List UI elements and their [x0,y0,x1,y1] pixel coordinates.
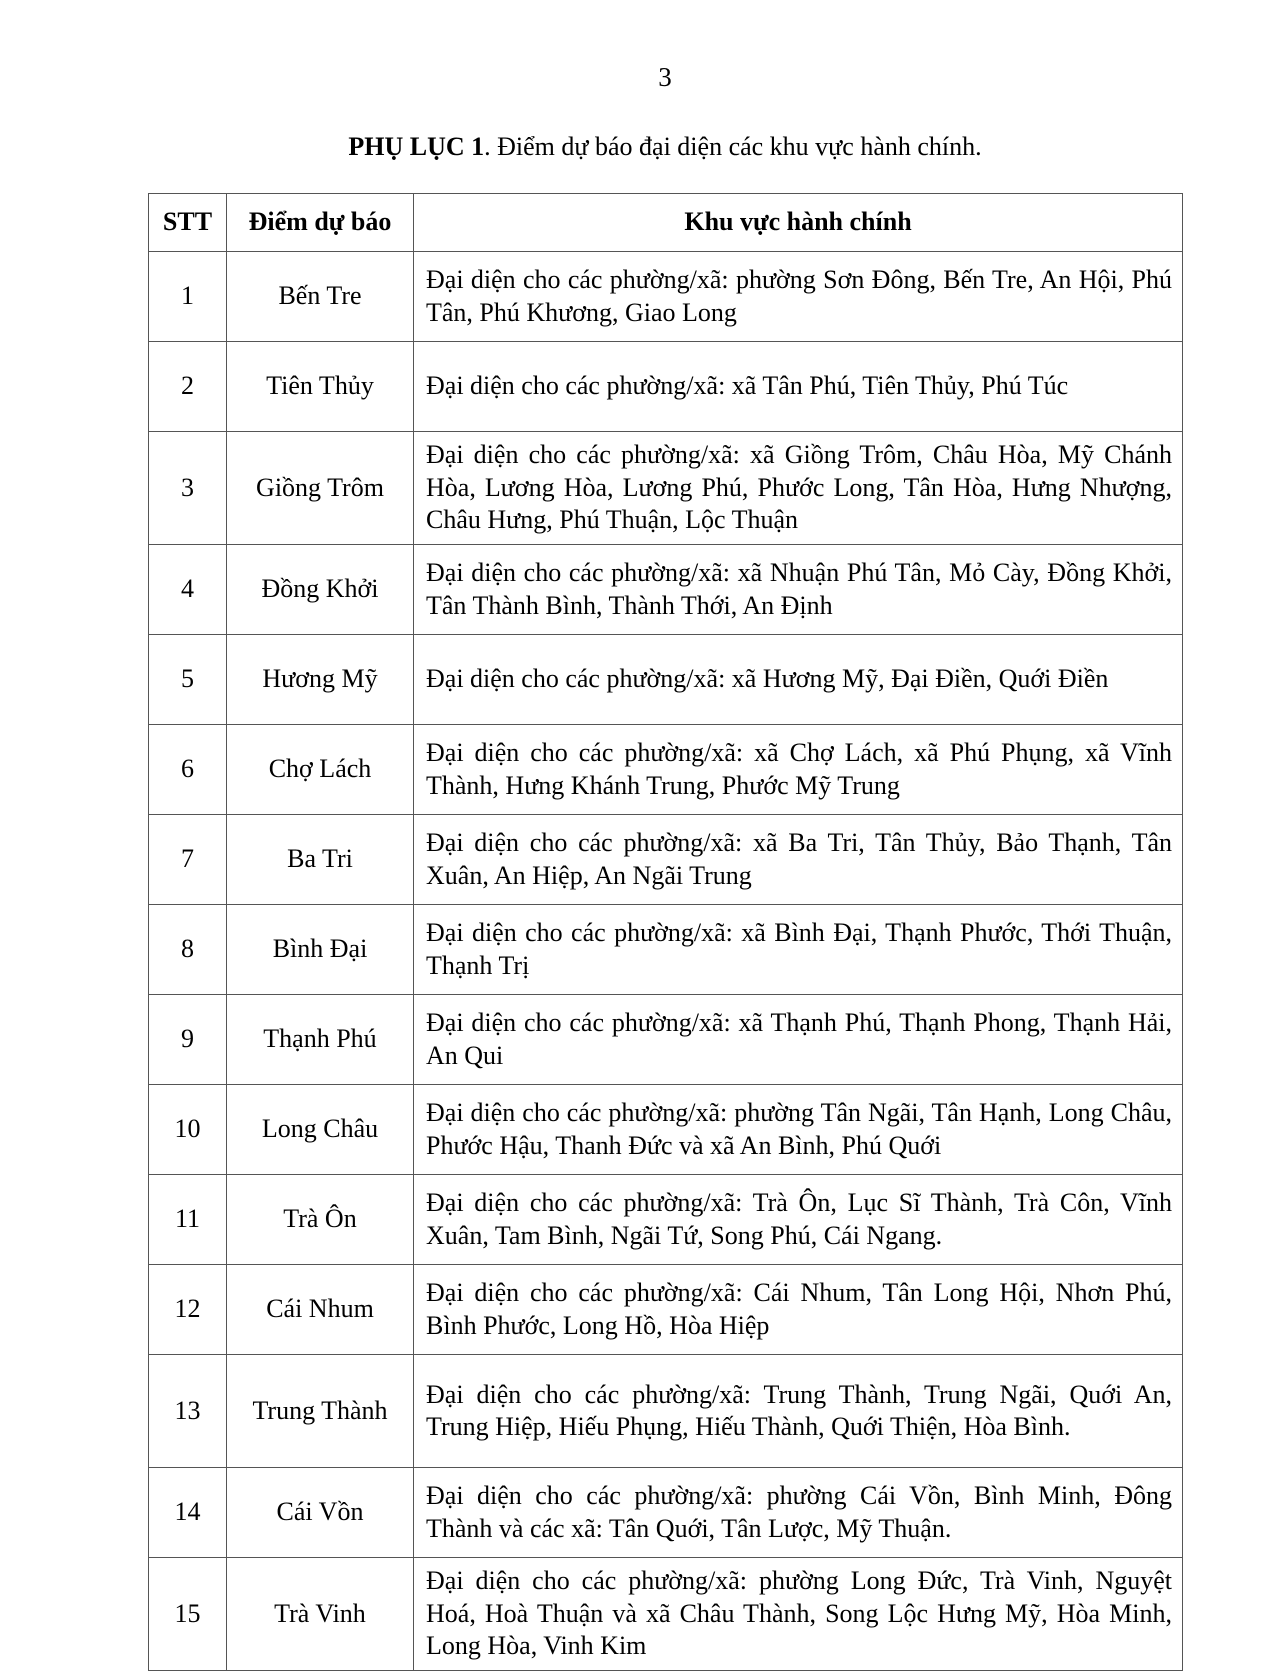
stt-cell: 12 [149,1265,227,1355]
table-header-row [149,194,1183,252]
area-cell: Đại diện cho các phường/xã: Trà Ôn, Lục Sĩ Thành, Trà Côn, Vĩnh Xuân, Tam Bình, Ngãi Tứ, Song Phú, Cái Ngang. [414,1175,1183,1265]
stt-cell: 10 [149,1085,227,1175]
stt-cell: 15 [149,1558,227,1671]
forecast-point-cell: Tiên Thủy [227,342,414,432]
table-row [149,252,1183,342]
table-row [149,432,1183,545]
forecast-point-cell: Cái Vồn [227,1468,414,1558]
table-row [149,635,1183,725]
stt-cell: 5 [149,635,227,725]
stt-cell: 9 [149,995,227,1085]
forecast-point-cell: Bình Đại [227,905,414,995]
table-row [149,995,1183,1085]
forecast-point-cell: Ba Tri [227,815,414,905]
header-stt: STT [149,194,227,252]
area-cell: Đại diện cho các phường/xã: Trung Thành, Trung Ngãi, Quới An, Trung Hiệp, Hiếu Phụng, Hiếu Thành, Quới Thiện, Hòa Bình. [414,1355,1183,1468]
area-cell: Đại diện cho các phường/xã: xã Nhuận Phú Tân, Mỏ Cày, Đồng Khởi, Tân Thành Bình, Thành Thới, An Định [414,545,1183,635]
area-cell: Đại diện cho các phường/xã: xã Ba Tri, Tân Thủy, Bảo Thạnh, Tân Xuân, An Hiệp, An Ngãi Trung [414,815,1183,905]
stt-cell: 11 [149,1175,227,1265]
stt-cell: 13 [149,1355,227,1468]
table-row [149,545,1183,635]
stt-cell: 8 [149,905,227,995]
table-row [149,1175,1183,1265]
forecast-point-cell: Đồng Khởi [227,545,414,635]
appendix-label: PHỤ LỤC 1 [348,132,485,161]
table-row [149,1265,1183,1355]
area-cell: Đại diện cho các phường/xã: Cái Nhum, Tân Long Hội, Nhơn Phú, Bình Phước, Long Hồ, Hòa Hiệp [414,1265,1183,1355]
table-row [149,725,1183,815]
area-cell: Đại diện cho các phường/xã: xã Hương Mỹ, Đại Điền, Quới Điền [414,635,1183,725]
forecast-point-cell: Trà Ôn [227,1175,414,1265]
stt-cell: 1 [149,252,227,342]
stt-cell: 14 [149,1468,227,1558]
forecast-point-cell: Giồng Trôm [227,432,414,545]
forecast-point-cell: Long Châu [227,1085,414,1175]
table-row [149,1085,1183,1175]
area-cell: Đại diện cho các phường/xã: xã Thạnh Phú, Thạnh Phong, Thạnh Hải, An Qui [414,995,1183,1085]
table-row [149,1558,1183,1671]
area-cell: Đại diện cho các phường/xã: phường Long Đức, Trà Vinh, Nguyệt Hoá, Hoà Thuận và xã Châu Thành, Song Lộc Hưng Mỹ, Hòa Minh, Long Hòa, Vinh Kim [414,1558,1183,1671]
stt-cell: 4 [149,545,227,635]
table-row [149,815,1183,905]
forecast-points-table [148,193,1183,1671]
area-cell: Đại diện cho các phường/xã: xã Chợ Lách, xã Phú Phụng, xã Vĩnh Thành, Hưng Khánh Trung, Phước Mỹ Trung [414,725,1183,815]
appendix-caption: . Điểm dự báo đại diện các khu vực hành chính. [484,132,982,161]
forecast-point-cell: Hương Mỹ [227,635,414,725]
appendix-title [148,130,1182,164]
stt-cell: 2 [149,342,227,432]
header-administrative-area: Khu vực hành chính [414,194,1183,252]
forecast-point-cell: Chợ Lách [227,725,414,815]
forecast-point-cell: Trà Vinh [227,1558,414,1671]
page-number: 3 [658,62,672,92]
area-cell: Đại diện cho các phường/xã: phường Tân Ngãi, Tân Hạnh, Long Châu, Phước Hậu, Thanh Đức và xã An Bình, Phú Quới [414,1085,1183,1175]
forecast-point-cell: Thạnh Phú [227,995,414,1085]
area-cell: Đại diện cho các phường/xã: xã Tân Phú, Tiên Thủy, Phú Túc [414,342,1183,432]
stt-cell: 3 [149,432,227,545]
area-cell: Đại diện cho các phường/xã: phường Sơn Đông, Bến Tre, An Hội, Phú Tân, Phú Khương, Giao Long [414,252,1183,342]
area-cell: Đại diện cho các phường/xã: xã Giồng Trôm, Châu Hòa, Mỹ Chánh Hòa, Lương Hòa, Lương Phú, Phước Long, Tân Hòa, Hưng Nhượng, Châu Hưng, Phú Thuận, Lộc Thuận [414,432,1183,545]
area-cell: Đại diện cho các phường/xã: xã Bình Đại, Thạnh Phước, Thới Thuận, Thạnh Trị [414,905,1183,995]
forecast-point-cell: Cái Nhum [227,1265,414,1355]
stt-cell: 7 [149,815,227,905]
forecast-point-cell: Trung Thành [227,1355,414,1468]
table-row [149,905,1183,995]
table-row [149,342,1183,432]
area-cell: Đại diện cho các phường/xã: phường Cái Vồn, Bình Minh, Đông Thành và các xã: Tân Quới, Tân Lược, Mỹ Thuận. [414,1468,1183,1558]
forecast-point-cell: Bến Tre [227,252,414,342]
header-forecast-point: Điểm dự báo [227,194,414,252]
table-row [149,1468,1183,1558]
table-row [149,1355,1183,1468]
stt-cell: 6 [149,725,227,815]
